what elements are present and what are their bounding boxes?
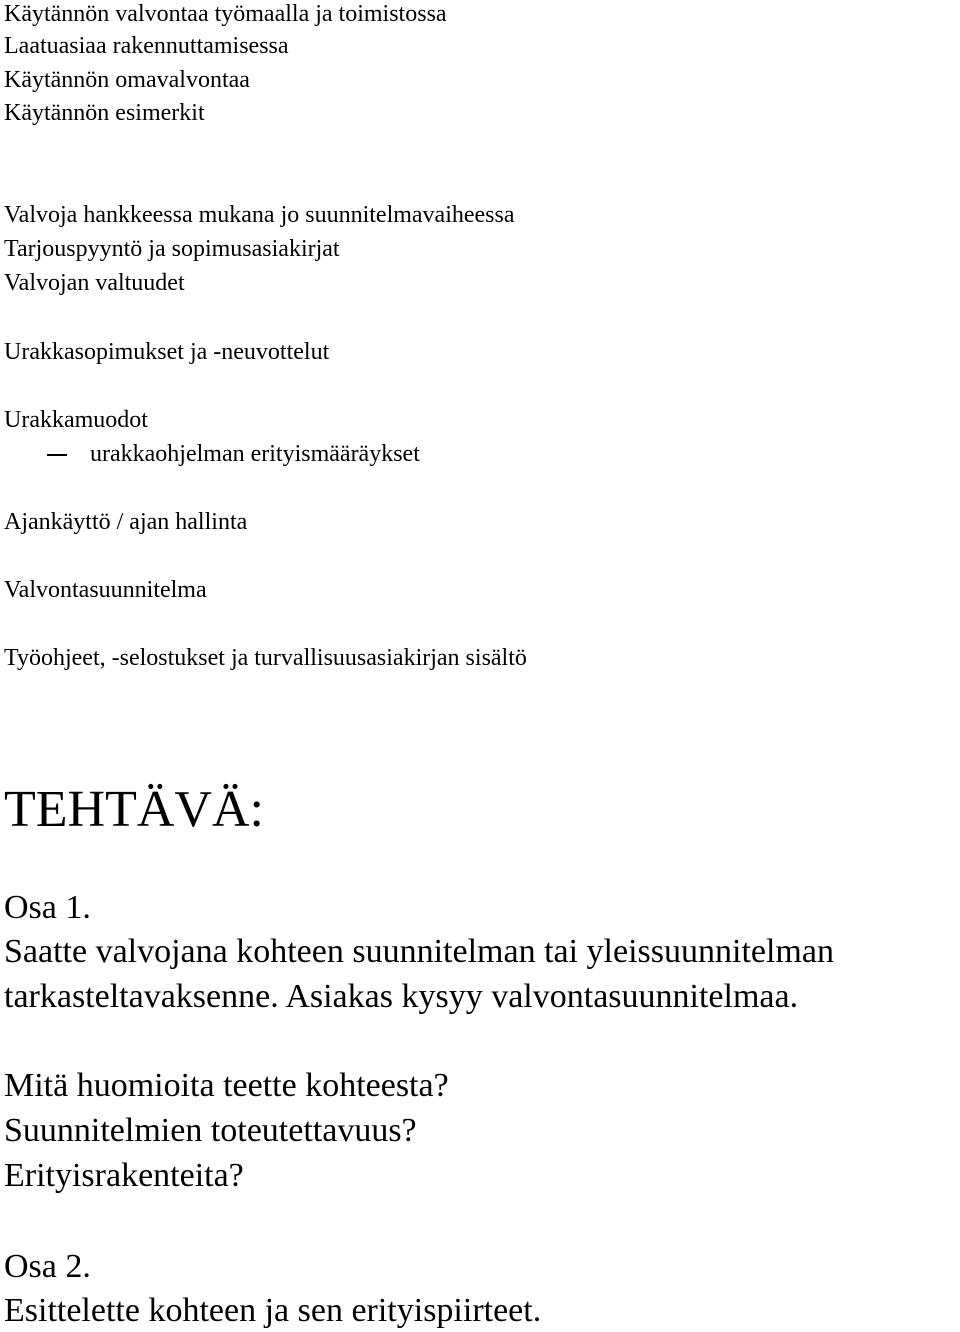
question-item: Erityisrakenteita? <box>4 1157 244 1194</box>
topic-item: Ajankäyttö / ajan hallinta <box>4 509 248 535</box>
topic-item: Tarjouspyyntö ja sopimusasiakirjat <box>4 236 340 262</box>
task-heading: TEHTÄVÄ: <box>4 781 264 838</box>
part1-label: Osa 1. <box>4 889 91 926</box>
topic-subitem: urakkaohjelman erityismääräykset <box>90 441 420 467</box>
topic-item: Urakkasopimukset ja -neuvottelut <box>4 339 330 365</box>
topic-item: Laatuasiaa rakennuttamisessa <box>4 33 289 59</box>
topic-item: Käytännön omavalvontaa <box>4 67 250 93</box>
dash-bullet-icon <box>47 454 67 456</box>
part1-text: tarkasteltavaksenne. Asiakas kysyy valvontasuunnitelmaa. <box>4 978 799 1015</box>
part1-text: Saatte valvojana kohteen suunnitelman tai yleissuunnitelman <box>4 933 834 970</box>
topic-item: Käytännön valvontaa työmaalla ja toimistossa <box>4 1 447 27</box>
part2-label: Osa 2. <box>4 1248 91 1285</box>
question-item: Mitä huomioita teette kohteesta? <box>4 1067 449 1104</box>
topic-item: Valvontasuunnitelma <box>4 577 207 603</box>
question-item: Suunnitelmien toteutettavuus? <box>4 1112 417 1149</box>
topic-item: Työohjeet, -selostukset ja turvallisuusasiakirjan sisältö <box>4 645 527 671</box>
topic-item: Urakkamuodot <box>4 407 148 433</box>
part2-text: Esittelette kohteen ja sen erityispiirteet. <box>4 1292 542 1329</box>
topic-item: Käytännön esimerkit <box>4 100 205 126</box>
topic-item: Valvojan valtuudet <box>4 270 185 296</box>
topic-item: Valvoja hankkeessa mukana jo suunnitelmavaiheessa <box>4 202 515 228</box>
